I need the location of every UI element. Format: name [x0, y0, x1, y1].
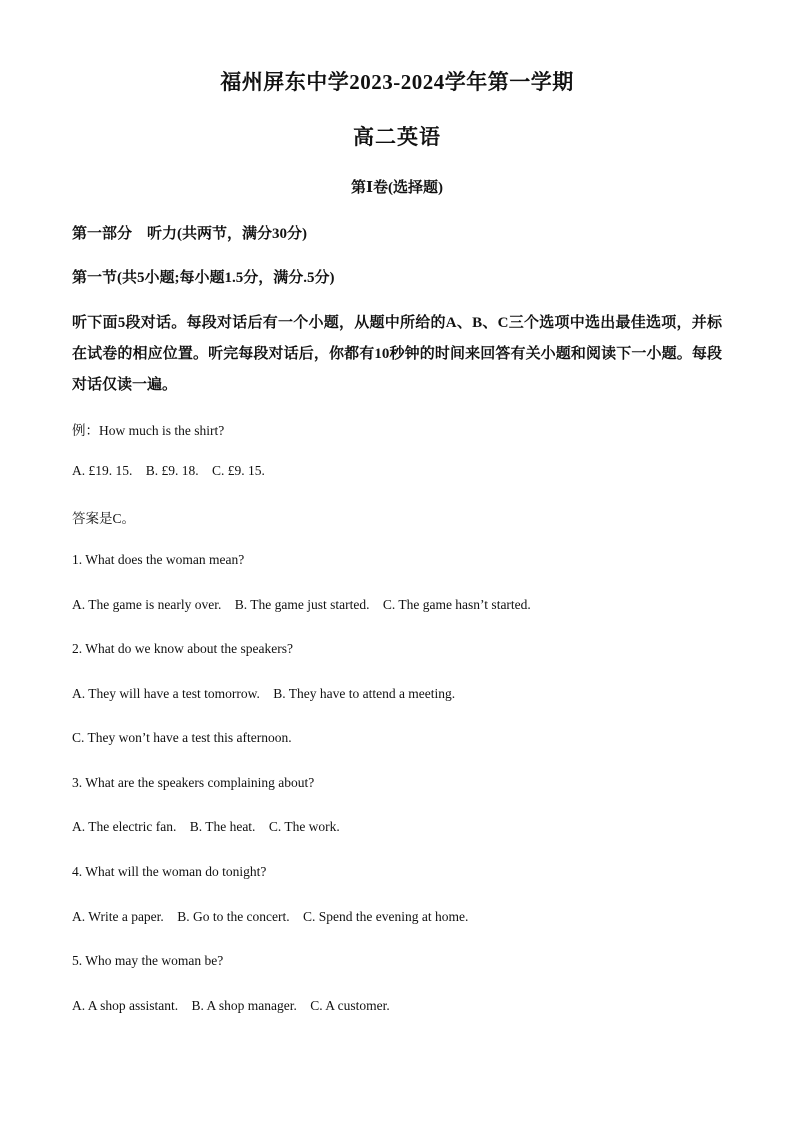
- q2-option-c: C. They won’t have a test this afternoon.: [72, 730, 292, 745]
- example-option-b: B. £9. 18.: [145, 463, 199, 478]
- exam-title: 福州屏东中学2023-2024学年第一学期: [220, 70, 574, 94]
- question-1-options: [72, 597, 724, 613]
- q4-option-b: B. Go to the concert.: [177, 909, 290, 924]
- q3-option-a: A. The electric fan.: [72, 819, 177, 834]
- q4-option-a: A. Write a paper.: [72, 909, 164, 924]
- question-4-options: [72, 909, 724, 925]
- subject-title: 高二英语: [353, 125, 441, 149]
- q5-option-a: A. A shop assistant.: [72, 998, 179, 1013]
- question-1: 1. What does the woman mean?: [72, 552, 245, 567]
- q5-option-b: B. A shop manager.: [191, 998, 297, 1013]
- volume-title: 第Ⅰ卷(选择题): [350, 180, 443, 196]
- example-options: [72, 463, 724, 479]
- example-question: 例：How much is the shirt?: [72, 423, 225, 438]
- example-option-a: A. £19. 15.: [72, 463, 133, 478]
- q1-option-a: A. The game is nearly over.: [72, 597, 222, 612]
- question-3-options: [72, 819, 724, 835]
- q5-option-c: C. A customer.: [310, 998, 390, 1013]
- question-4: 4. What will the woman do tonight?: [72, 864, 267, 879]
- q4-option-c: C. Spend the evening at home.: [303, 909, 469, 924]
- q2-option-a: A. They will have a test tomorrow.: [72, 686, 260, 701]
- q2-option-b: B. They have to attend a meeting.: [273, 686, 456, 701]
- question-5-options: [72, 998, 724, 1014]
- example-option-c: C. £9. 15.: [212, 463, 265, 478]
- question-3: 3. What are the speakers complaining about?: [72, 775, 315, 790]
- question-2-options: [72, 686, 724, 702]
- question-2: 2. What do we know about the speakers?: [72, 641, 293, 656]
- question-5: 5. Who may the woman be?: [72, 953, 224, 968]
- part-one-heading: 第一部分 听力(共两节，满分30分): [72, 226, 307, 242]
- q1-option-b: B. The game just started.: [234, 597, 370, 612]
- q3-option-b: B. The heat.: [189, 819, 256, 834]
- instructions-paragraph: 听下面5段对话。每段对话后有一个小题，从题中所给的A、B、C三个选项中选出最佳选项，并标在试卷的相应位置。听完每段对话后，你都有10秒钟的时间来回答有关小题和阅读下一小题。每段对话仅读一遍。: [72, 315, 722, 393]
- example-answer: 答案是C。: [72, 511, 136, 526]
- q3-option-c: C. The work.: [268, 819, 340, 834]
- q1-option-c: C. The game hasn’t started.: [382, 597, 531, 612]
- section-one-heading: 第一节(共5小题;每小题1.5分，满分.5分): [72, 270, 335, 286]
